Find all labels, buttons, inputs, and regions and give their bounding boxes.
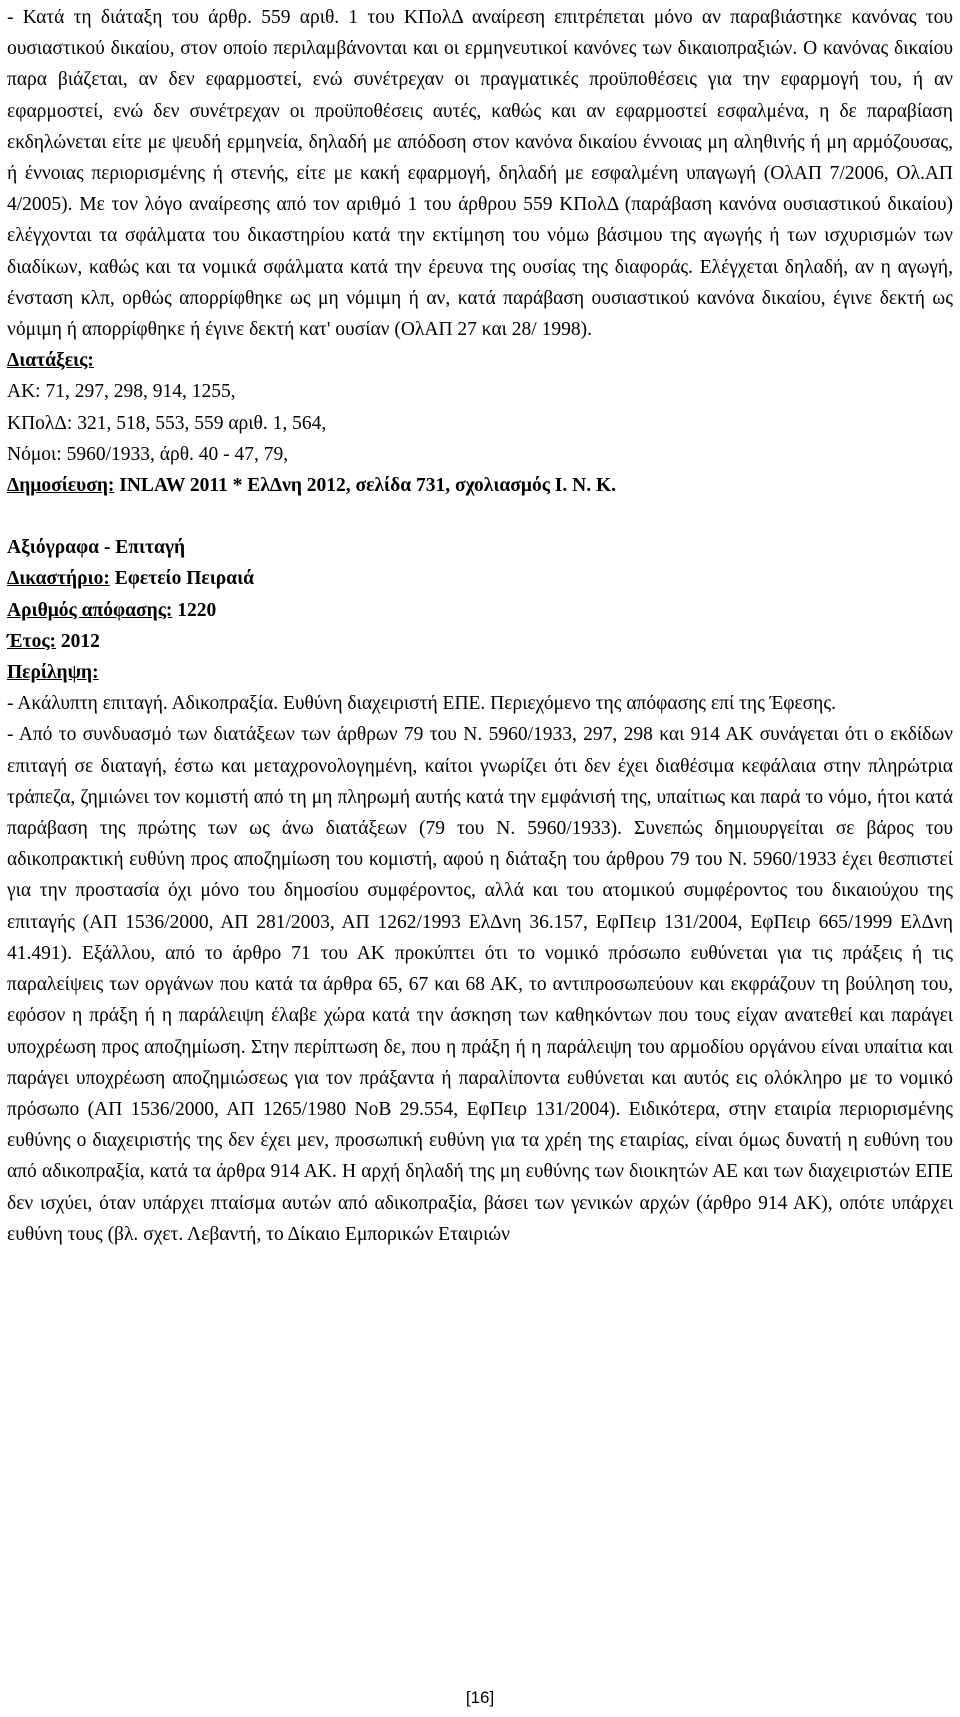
publication-value: INLAW 2011 * ΕλΔνη 2012, σελίδα 731, σχολιασμός Ι. Ν. Κ. bbox=[114, 475, 617, 497]
summary-label-line bbox=[7, 657, 953, 688]
summary-paragraph-2: - Από το συνδυασμό των διατάξεων των άρθρων 79 του Ν. 5960/1933, 297, 298 και 914 ΑΚ συνάγεται ότι ο εκδίδων επιταγή σε διαταγή, έστω και μεταχρονολογημένη, καίτοι γνωρίζει ότι δεν έχει διαθέσιμα κεφάλαια στην πληρώτρια τράπεζα, ζημιώνει τον κομιστή από τη μη πληρωμή αυτής κατά την εμφάνισή της, υπαίτιως και παρά το νόμο, ήτοι κατά παράβαση της πρώτης των ως άνω διατάξεων (79 του Ν. 5960/1933). Συνεπώς δημιουργείται σε βάρος του αδικοπρακτική ευθύνη προς αποζημίωση του κομιστή, αφού η διάταξη του άρθρου 79 του Ν. 5960/1933 έχει θεσπιστεί για την προστασία όχι μόνο του δημοσίου συμφέροντος, αλλά και του ατομικού συμφέροντος του δικαιούχου της επιταγής (ΑΠ 1536/2000, ΑΠ 281/2003, ΑΠ 1262/1993 ΕλΔνη 36.157, ΕφΠειρ 131/2004, ΕφΠειρ 665/1999 ΕλΔνη 41.491). Εξάλλου, από το άρθρο 71 του ΑΚ προκύπτει ότι το νομικό πρόσωπο ευθύνεται για τις πράξεις ή τις παραλείψεις των οργάνων που κατά τα άρθρα 65, 67 και 68 ΑΚ, το αντιπροσωπεύουν και εκφράζουν τη βούληση του, εφόσον η πράξη ή η παράλειψη έλαβε χώρα κατά την άσκηση των καθηκόντων που τους είχαν ανατεθεί και παράγει υποχρέωση προς αποζημίωση. Στην περίπτωση δε, που η πράξη ή η παράλειψη του αρμοδίου οργάνου είναι υπαίτια και παράγει υποχρέωση αποζημιώσεως για τον πράξαντα ή παραλίποντα ευθύνεται και αυτός εις ολόκληρο με το νομικό πρόσωπο (ΑΠ 1536/2000, ΑΠ 1265/1980 ΝοΒ 29.554, ΕφΠειρ 131/2004). Ειδικότερα, στην εταιρία περιορισμένης ευθύνης ο διαχειριστής της δεν έχει μεν, προσωπική ευθύνη για τα χρέη της εταιρίας, είναι όμως δυνατή η ευθύνη του από αδικοπραξία, κατά τα άρθρα 914 ΑΚ. Η αρχή δηλαδή της μη ευθύνης των διοικητών ΑΕ και των διαχειριστών ΕΠΕ δεν ισχύει, όταν υπάρχει πταίσμα αυτών από αδικοπραξία, βάσει των γενικών αρχών (άρθρο 914 ΑΚ), οπότε υπάρχει ευθύνη τους (βλ. σχετ. Λεβαντή, το Δίκαιο Εμπορικών Εταιριών bbox=[7, 724, 953, 1245]
year-label: Έτος: bbox=[7, 630, 57, 652]
decision-number-value: 1220 bbox=[172, 599, 217, 621]
court-label: Δικαστήριο: bbox=[7, 568, 110, 590]
court-line bbox=[7, 563, 953, 594]
document-page bbox=[7, 2, 953, 1250]
paragraph-cassation-grounds: - Κατά τη διάταξη του άρθρ. 559 αριθ. 1 του ΚΠολΔ αναίρεση επιτρέπεται μόνο αν παραβιάστηκε κανόνας του ουσιαστικού δικαίου, στον οποίο περιλαμβάνονται και οι ερμηνευτικοί κανόνες των δικαιοπραξιών. Ο κανόνας δικαίου παρα βιάζεται, αν δεν εφαρμοστεί, ενώ συνέτρεχαν οι πραγματικές προϋποθέσεις για την εφαρμογή του, ή αν εφαρμοστεί, ενώ δεν συνέτρεχαν οι προϋποθέσεις αυτές, καθώς και αν εφαρμοστεί εσφαλμένα, η δε παραβίαση εκδηλώνεται είτε με ψευδή ερμηνεία, δηλαδή με απόδοση στον κανόνα δικαίου έννοιας μη αληθινής ή μη αρμόζουσας, ή έννοιας περιορισμένης ή στενής, είτε με κακή εφαρμογή, δηλαδή με εσφαλμένη υπαγωγή (ΟλΑΠ 7/2006, Ολ.ΑΠ 4/2005). Με τον λόγο αναίρεσης από τον αριθμό 1 του άρθρου 559 ΚΠολΔ (παράβαση κανόνα ουσιαστικού δικαίου) ελέγχονται τα σφάλματα του δικαστηρίου κατά την εκτίμηση του νόμω βάσιμου της αγωγής ή των ισχυρισμών των διαδίκων, καθώς και τα νομικά σφάλματα κατά την έρευνα της ουσίας της διαφοράς. Ελέγχεται δηλαδή, αν η αγωγή, ένσταση κλπ, ορθώς απορρίφθηκε ως μη νόμιμη ή αν, κατά παράβαση ουσιαστικού κανόνα δικαίου, έγινε δεκτή ως νόμιμη ή απορρίφθηκε ή έγινε δεκτή κατ' ουσίαν (ΟλΑΠ 27 και 28/ 1998). bbox=[7, 7, 953, 341]
decision-number-label: Αριθμός απόφασης: bbox=[7, 599, 173, 621]
year-value: 2012 bbox=[56, 630, 100, 652]
provision-line: Νόμοι: 5960/1933, άρθ. 40 - 47, 79, bbox=[7, 443, 289, 465]
summary-label: Περίληψη: bbox=[7, 662, 99, 684]
court-value: Εφετείο Πειραιά bbox=[109, 568, 254, 590]
page-number: [16] bbox=[465, 1688, 495, 1707]
section-heading: Αξιόγραφα - Επιταγή bbox=[7, 537, 186, 559]
year-line bbox=[7, 626, 953, 657]
provision-line: ΚΠολΔ: 321, 518, 553, 559 αριθ. 1, 564, bbox=[7, 412, 327, 434]
provisions-label-text: Διατάξεις: bbox=[7, 350, 94, 372]
decision-number-line bbox=[7, 595, 953, 626]
summary-paragraph-1: - Ακάλυπτη επιταγή. Αδικοπραξία. Ευθύνη διαχειριστή ΕΠΕ. Περιεχόμενο της απόφασης επί της Έφεσης. bbox=[7, 693, 836, 715]
publication-line bbox=[7, 470, 953, 501]
publication-label: Δημοσίευση: bbox=[7, 475, 115, 497]
section-spacer bbox=[7, 501, 953, 532]
provisions-label bbox=[7, 345, 953, 376]
provision-line: ΑΚ: 71, 297, 298, 914, 1255, bbox=[7, 381, 236, 403]
